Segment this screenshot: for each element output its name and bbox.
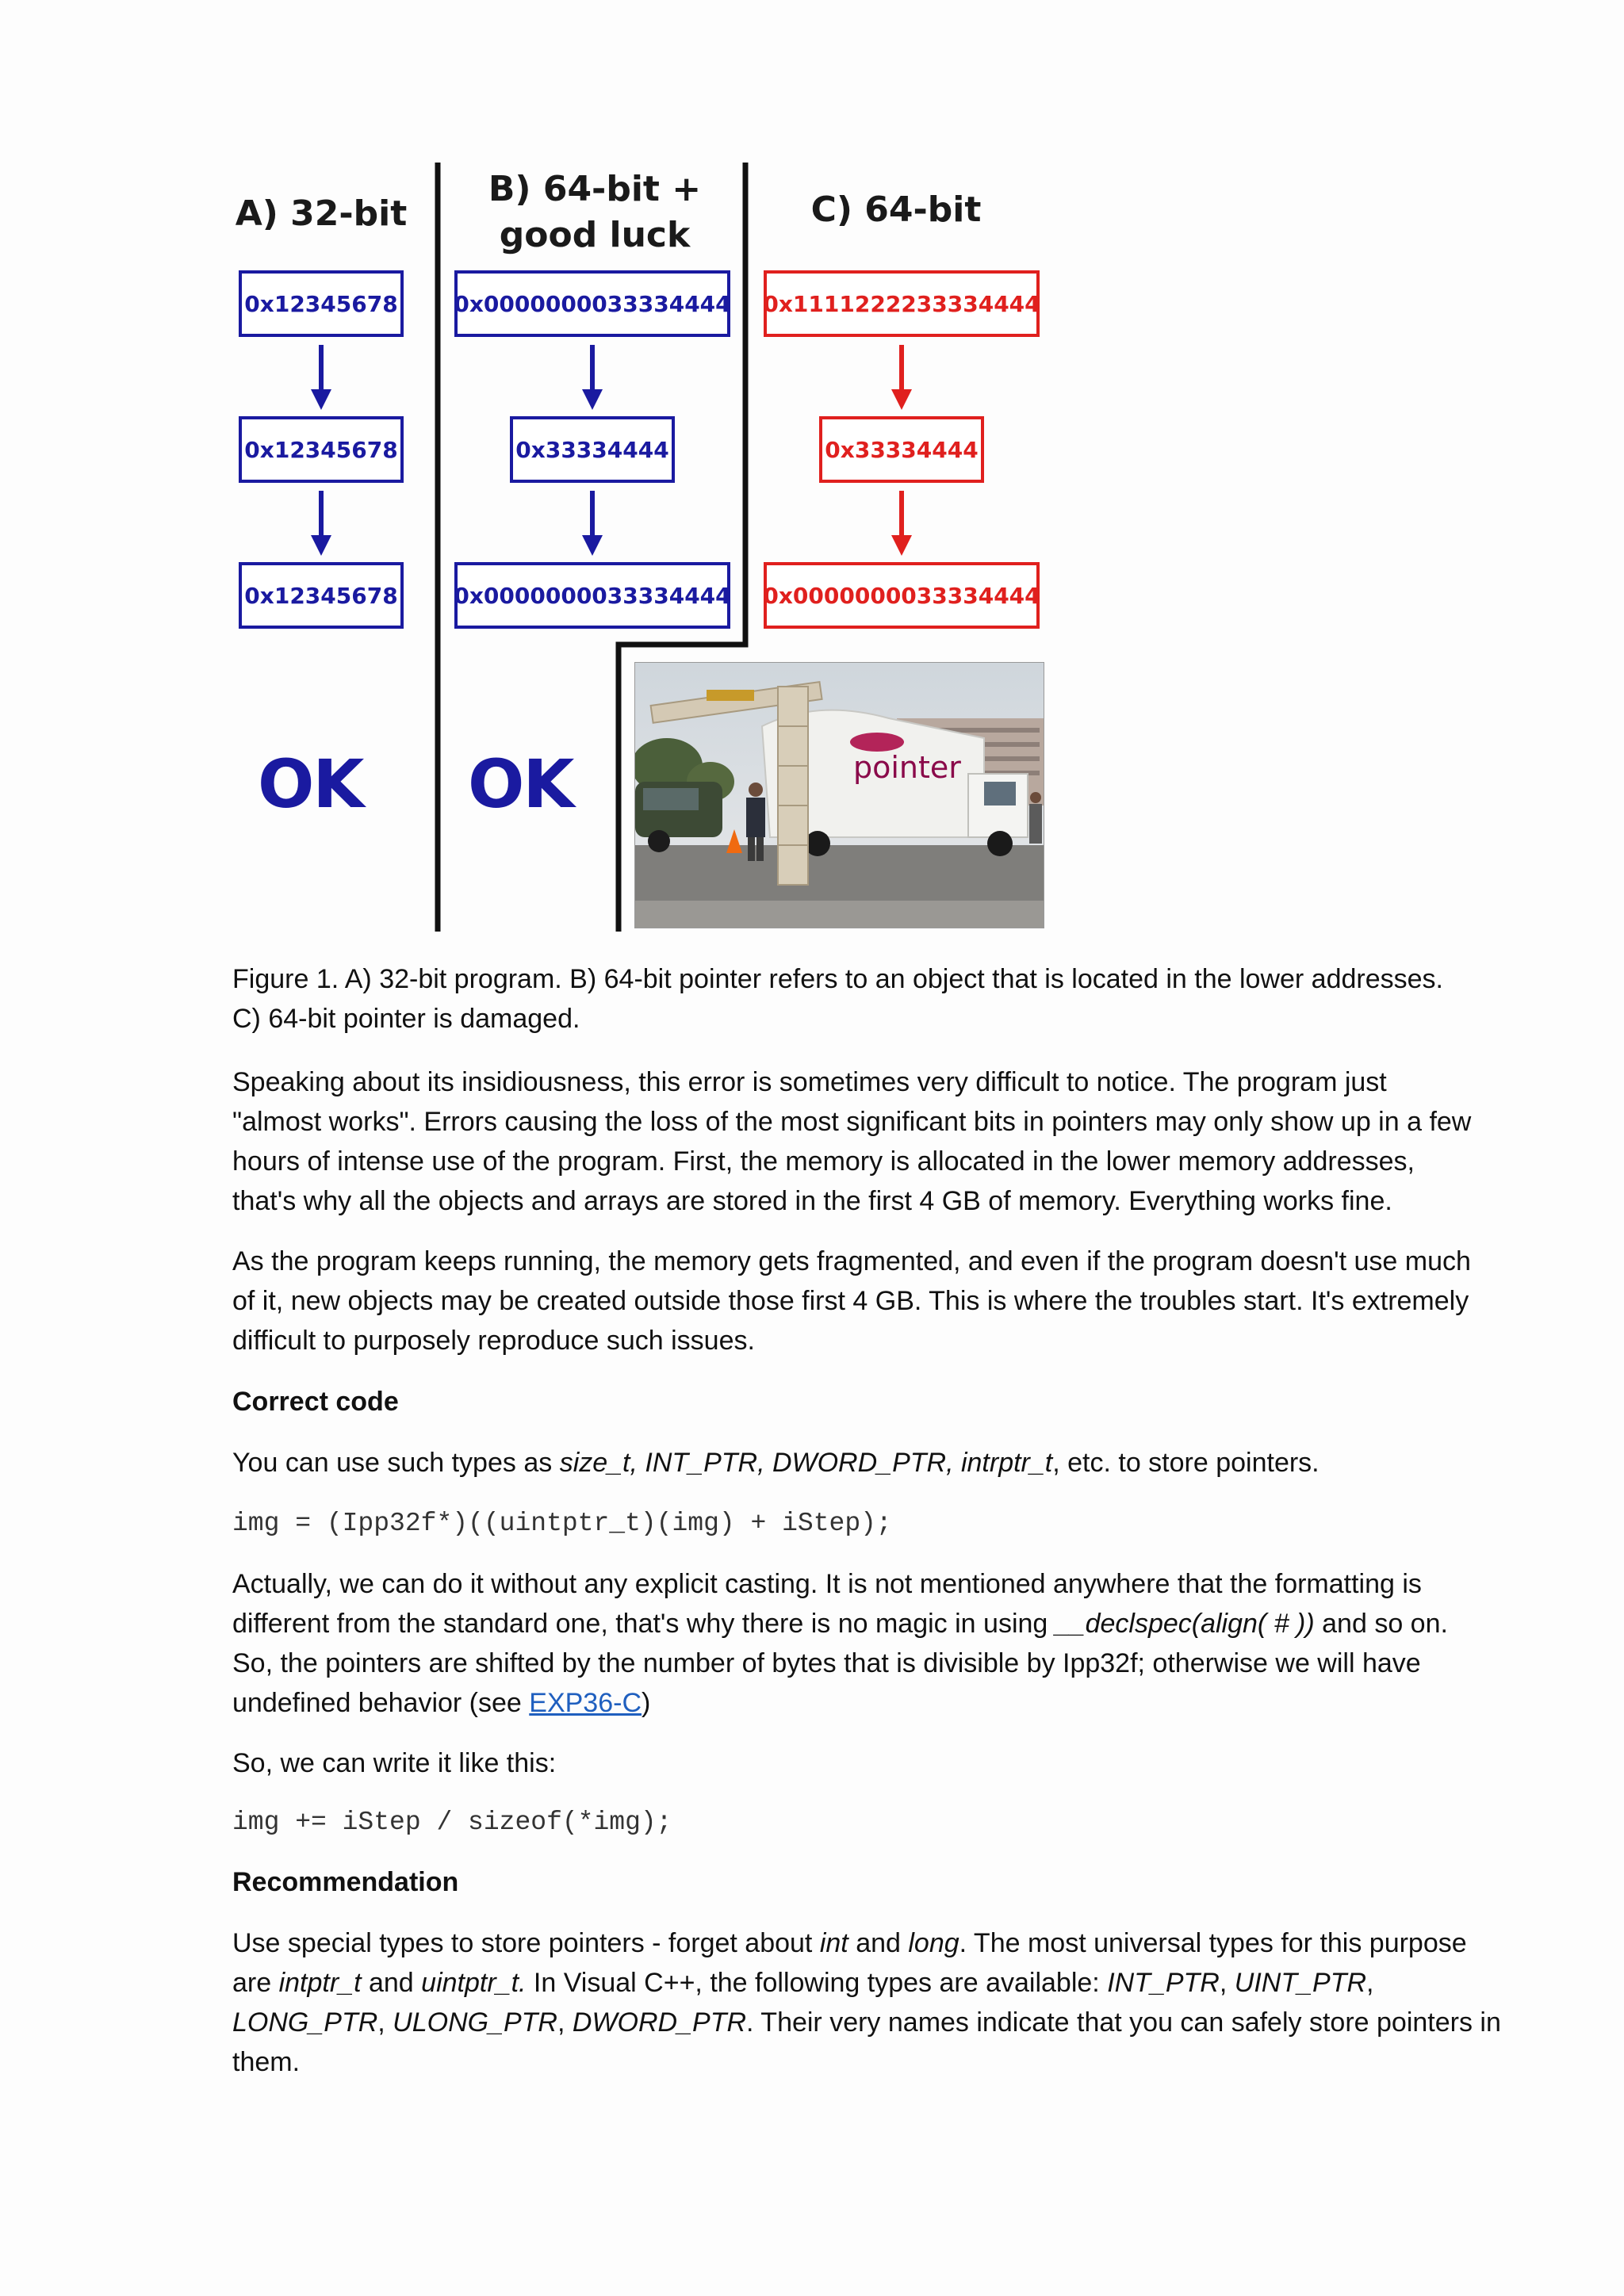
- col-b-box-1: 0x0000000033334444: [454, 270, 730, 337]
- p6-long-ptr: LONG_PTR: [232, 2007, 378, 2038]
- col-c-title: C) 64-bit: [810, 189, 982, 230]
- figure-pointer-truncation: [222, 155, 1055, 939]
- arrow-c-2-head: [891, 535, 912, 556]
- p1-line-1: Speaking about its insidiousness, this error is sometimes very difficult to notice. The program just: [232, 1067, 1387, 1097]
- col-b-title: [484, 166, 706, 258]
- col-b-title-line2: good luck: [499, 215, 691, 255]
- paragraph-insidiousness: [232, 1062, 1517, 1221]
- p6-long: long: [908, 1928, 959, 1958]
- exp36-c-link[interactable]: EXP36-C: [529, 1688, 642, 1718]
- p6-l3-c2: ,: [557, 2007, 573, 2038]
- code-sample-increment: img += iStep / sizeof(*img);: [232, 1808, 672, 1837]
- p4-line-2-prefix: different from the standard one, that's why there is no magic in using: [232, 1609, 1055, 1639]
- paragraph-recommendation: [232, 1923, 1517, 2082]
- col-a-box-3: 0x12345678: [239, 562, 404, 629]
- truck-crash-photo: [634, 662, 1044, 928]
- truck-crash-illustration: [635, 663, 1044, 928]
- p6-l4: them.: [232, 2047, 301, 2077]
- p4-line-4-suffix: ): [642, 1688, 651, 1718]
- arrow-b-1-head: [582, 389, 603, 410]
- p2-line-3: difficult to purposely reproduce such issues.: [232, 1326, 755, 1356]
- p6-int-ptr: INT_PTR: [1107, 1968, 1220, 1998]
- paragraph-write-like-this: So, we can write it like this:: [232, 1748, 557, 1778]
- truck-sign-pointer: pointer: [853, 750, 961, 785]
- p3-suffix: , etc. to store pointers.: [1052, 1448, 1320, 1478]
- p6-ulong-ptr: ULONG_PTR: [393, 2007, 557, 2038]
- p4-line-4-prefix: undefined behavior (see: [232, 1688, 530, 1718]
- p4-line-1: Actually, we can do it without any explicit casting. It is not mentioned anywhere that the formatting is: [232, 1569, 1422, 1599]
- col-b-title-line1: B) 64-bit +: [488, 169, 702, 209]
- p3-type-list: size_t, INT_PTR, DWORD_PTR, intrptr_t: [559, 1448, 1053, 1478]
- caption-line-1: Figure 1. A) 32-bit program. B) 64-bit pointer refers to an object that is located in the lower addresses.: [232, 964, 1443, 994]
- p3-prefix: You can use such types as: [232, 1448, 560, 1478]
- p6-l2-and: and: [361, 1968, 422, 1998]
- col-b-result-ok: OK: [468, 745, 573, 823]
- p6-uintptr: uintptr_t.: [421, 1968, 527, 1998]
- p1-line-2: "almost works". Errors causing the loss of the most significant bits in pointers may only show up in a few: [232, 1107, 1472, 1137]
- p6-dword-ptr: DWORD_PTR: [572, 2007, 747, 2038]
- code-sample-cast: img = (Ipp32f*)((uintptr_t)(img) + iStep);: [232, 1509, 892, 1538]
- arrow-c-1-head: [891, 389, 912, 410]
- col-a-result-ok: OK: [258, 745, 363, 823]
- paragraph-fragmentation: [232, 1242, 1517, 1360]
- p6-l1-a: Use special types to store pointers - forget about: [232, 1928, 820, 1958]
- arrow-a-2-head: [311, 535, 331, 556]
- p2-line-1: As the program keeps running, the memory gets fragmented, and even if the program doesn't use much: [232, 1246, 1471, 1276]
- p1-line-3: hours of intense use of the program. First, the memory is allocated in the lower memory addresses,: [232, 1146, 1415, 1177]
- p6-int: int: [819, 1928, 848, 1958]
- col-a-box-1: 0x12345678: [239, 270, 404, 337]
- col-c-box-3: 0x0000000033334444: [764, 562, 1040, 629]
- paragraph-pointer-types: [232, 1443, 1517, 1483]
- col-a-box-2: 0x12345678: [239, 416, 404, 483]
- caption-line-2: C) 64-bit pointer is damaged.: [232, 1004, 580, 1034]
- col-c-box-1: 0x1111222233334444: [764, 270, 1040, 337]
- p2-line-2: of it, new objects may be created outside those first 4 GB. This is where the troubles start. It's extremely: [232, 1286, 1469, 1316]
- p6-l2-a: are: [232, 1968, 279, 1998]
- p6-l1-b: . The most universal types for this purpose: [959, 1928, 1467, 1958]
- p6-l1-and: and: [848, 1928, 909, 1958]
- heading-recommendation: Recommendation: [232, 1867, 459, 1897]
- col-b-box-3: 0x0000000033334444: [454, 562, 730, 629]
- p6-intptr: intptr_t: [278, 1968, 362, 1998]
- p6-l3-b: . Their very names indicate that you can safely store pointers in: [746, 2007, 1501, 2038]
- p6-l2-end: ,: [1366, 1968, 1374, 1998]
- p1-line-4: that's why all the objects and arrays are stored in the first 4 GB of memory. Everything works fine.: [232, 1186, 1392, 1216]
- arrow-b-2-head: [582, 535, 603, 556]
- p6-l3-c1: ,: [377, 2007, 393, 2038]
- p6-uint-ptr: UINT_PTR: [1234, 1968, 1367, 1998]
- paragraph-no-casting: [232, 1564, 1517, 1723]
- arrow-a-1-head: [311, 389, 331, 410]
- heading-correct-code: Correct code: [232, 1387, 399, 1417]
- p6-l2-b: In Visual C++, the following types are available:: [526, 1968, 1108, 1998]
- p6-l2-comma: ,: [1219, 1968, 1235, 1998]
- col-c-box-2: 0x33334444: [819, 416, 984, 483]
- col-b-box-2: 0x33334444: [510, 416, 675, 483]
- p4-line-3: So, the pointers are shifted by the number of bytes that is divisible by Ipp32f; otherwise we will have: [232, 1648, 1421, 1678]
- col-a-title: A) 32-bit: [235, 193, 408, 234]
- figure-caption: [232, 959, 1517, 1039]
- p4-declspec: __declspec(align( # )): [1055, 1609, 1315, 1639]
- p4-line-2-suffix: and so on.: [1314, 1609, 1448, 1639]
